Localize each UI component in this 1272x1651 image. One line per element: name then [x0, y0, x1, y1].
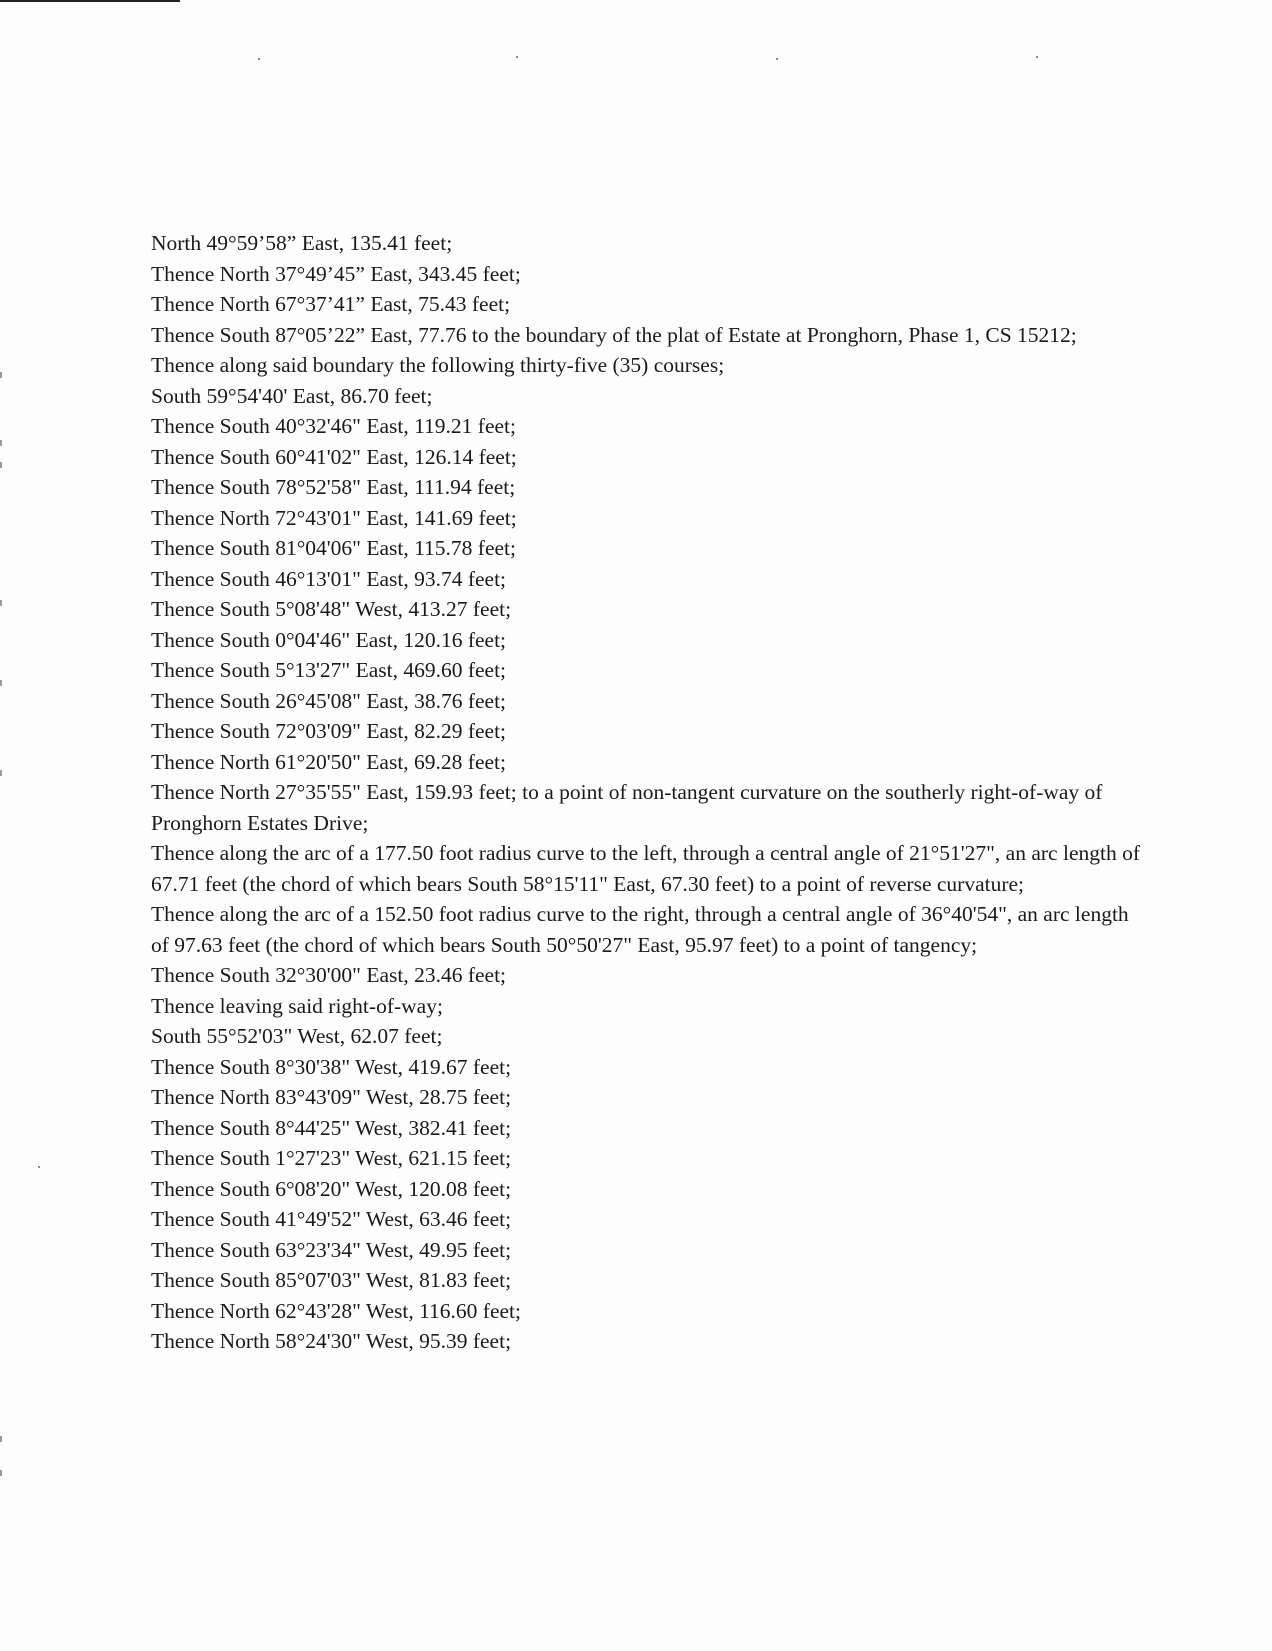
course-line: Thence South 78°52'58" East, 111.94 feet;	[151, 475, 516, 499]
scan-edge-mark	[0, 770, 2, 776]
course-line: North 49°59’58” East, 135.41 feet;	[151, 231, 453, 255]
course-line: Thence South 46°13'01" East, 93.74 feet;	[151, 566, 507, 591]
scan-edge-mark	[0, 680, 2, 686]
course-line: Thence South 60°41'02" East, 126.14 feet;	[151, 444, 517, 469]
course-line: South 59°54'40' East, 86.70 feet;	[151, 383, 433, 408]
course-line: Thence leaving said right-of-way;	[151, 993, 443, 1018]
course-line: Thence South 87°05’22” East, 77.76 to the boundary of the plat of Estate at Pronghorn, Phase 1, CS 15212;	[151, 322, 1077, 347]
scan-edge-mark	[0, 1470, 2, 1476]
scan-edge-line	[0, 0, 180, 2]
course-line: Thence South 0°04'46" East, 120.16 feet;	[151, 627, 507, 652]
scan-edge-mark	[0, 462, 2, 468]
course-line: Thence North 67°37’41” East, 75.43 feet;	[151, 292, 511, 316]
course-line: Thence along said boundary the following thirty-five (35) courses;	[151, 353, 725, 377]
scan-speck	[258, 58, 260, 60]
legal-description	[151, 228, 1141, 1357]
course-line: Thence South 40°32'46" East, 119.21 feet;	[151, 414, 516, 438]
course-line: Thence North 37°49’45” East, 343.45 feet;	[151, 261, 521, 286]
scan-edge-mark	[0, 440, 2, 446]
course-line: Thence along the arc of a 177.50 foot radius curve to the left, through a central angle of 21°51'27", an arc length of 67.71 feet (the chord of which bears South 58°15'11" East, 67.30 feet) to a point of reverse curvature;	[151, 841, 1140, 896]
course-line: Thence South 8°44'25" West, 382.41 feet;	[151, 1115, 512, 1140]
course-line: Thence South 5°13'27" East, 469.60 feet;	[151, 658, 507, 682]
course-line: Thence South 85°07'03" West, 81.83 feet;	[151, 1268, 512, 1292]
course-line: Thence along the arc of a 152.50 foot radius curve to the right, through a central angle of 36°40'54", an arc length of 97.63 feet (the chord of which bears South 50°50'27" East, 95.97 feet) to a point of tangency;	[151, 902, 1129, 957]
course-line: South 55°52'03" West, 62.07 feet;	[151, 1024, 443, 1048]
course-line: Thence North 62°43'28" West, 116.60 feet;	[151, 1298, 522, 1323]
course-line: Thence South 32°30'00" East, 23.46 feet;	[151, 963, 507, 987]
course-line: Thence South 1°27'23" West, 621.15 feet;	[151, 1146, 512, 1170]
course-line: Thence South 26°45'08" East, 38.76 feet;	[151, 688, 507, 713]
course-line: Thence North 83°43'09" West, 28.75 feet;	[151, 1085, 512, 1109]
course-line: Thence North 72°43'01" East, 141.69 feet;	[151, 505, 517, 530]
course-line: Thence South 6°08'20" West, 120.08 feet;	[151, 1176, 512, 1201]
course-line: Thence South 81°04'06" East, 115.78 feet;	[151, 536, 516, 560]
scan-edge-mark	[0, 1436, 2, 1442]
course-line: Thence North 58°24'30" West, 95.39 feet;	[151, 1329, 512, 1353]
course-line: Thence South 8°30'38" West, 419.67 feet;	[151, 1054, 512, 1079]
scan-speck	[516, 56, 518, 58]
scan-edge-mark	[0, 600, 2, 606]
course-line: Thence North 61°20'50" East, 69.28 feet;	[151, 749, 507, 774]
scan-speck	[38, 1166, 40, 1168]
scan-speck	[776, 58, 778, 60]
scan-edge-mark	[0, 372, 2, 378]
course-line: Thence North 27°35'55" East, 159.93 feet; to a point of non-tangent curvature on the southerly right-of-way of Pronghorn Estates Drive;	[151, 780, 1103, 835]
scan-speck	[1036, 56, 1038, 58]
course-line: Thence South 63°23'34" West, 49.95 feet;	[151, 1237, 512, 1262]
course-line: Thence South 41°49'52" West, 63.46 feet;	[151, 1207, 512, 1231]
course-line: Thence South 5°08'48" West, 413.27 feet;	[151, 597, 512, 621]
course-line: Thence South 72°03'09" East, 82.29 feet;	[151, 719, 507, 743]
